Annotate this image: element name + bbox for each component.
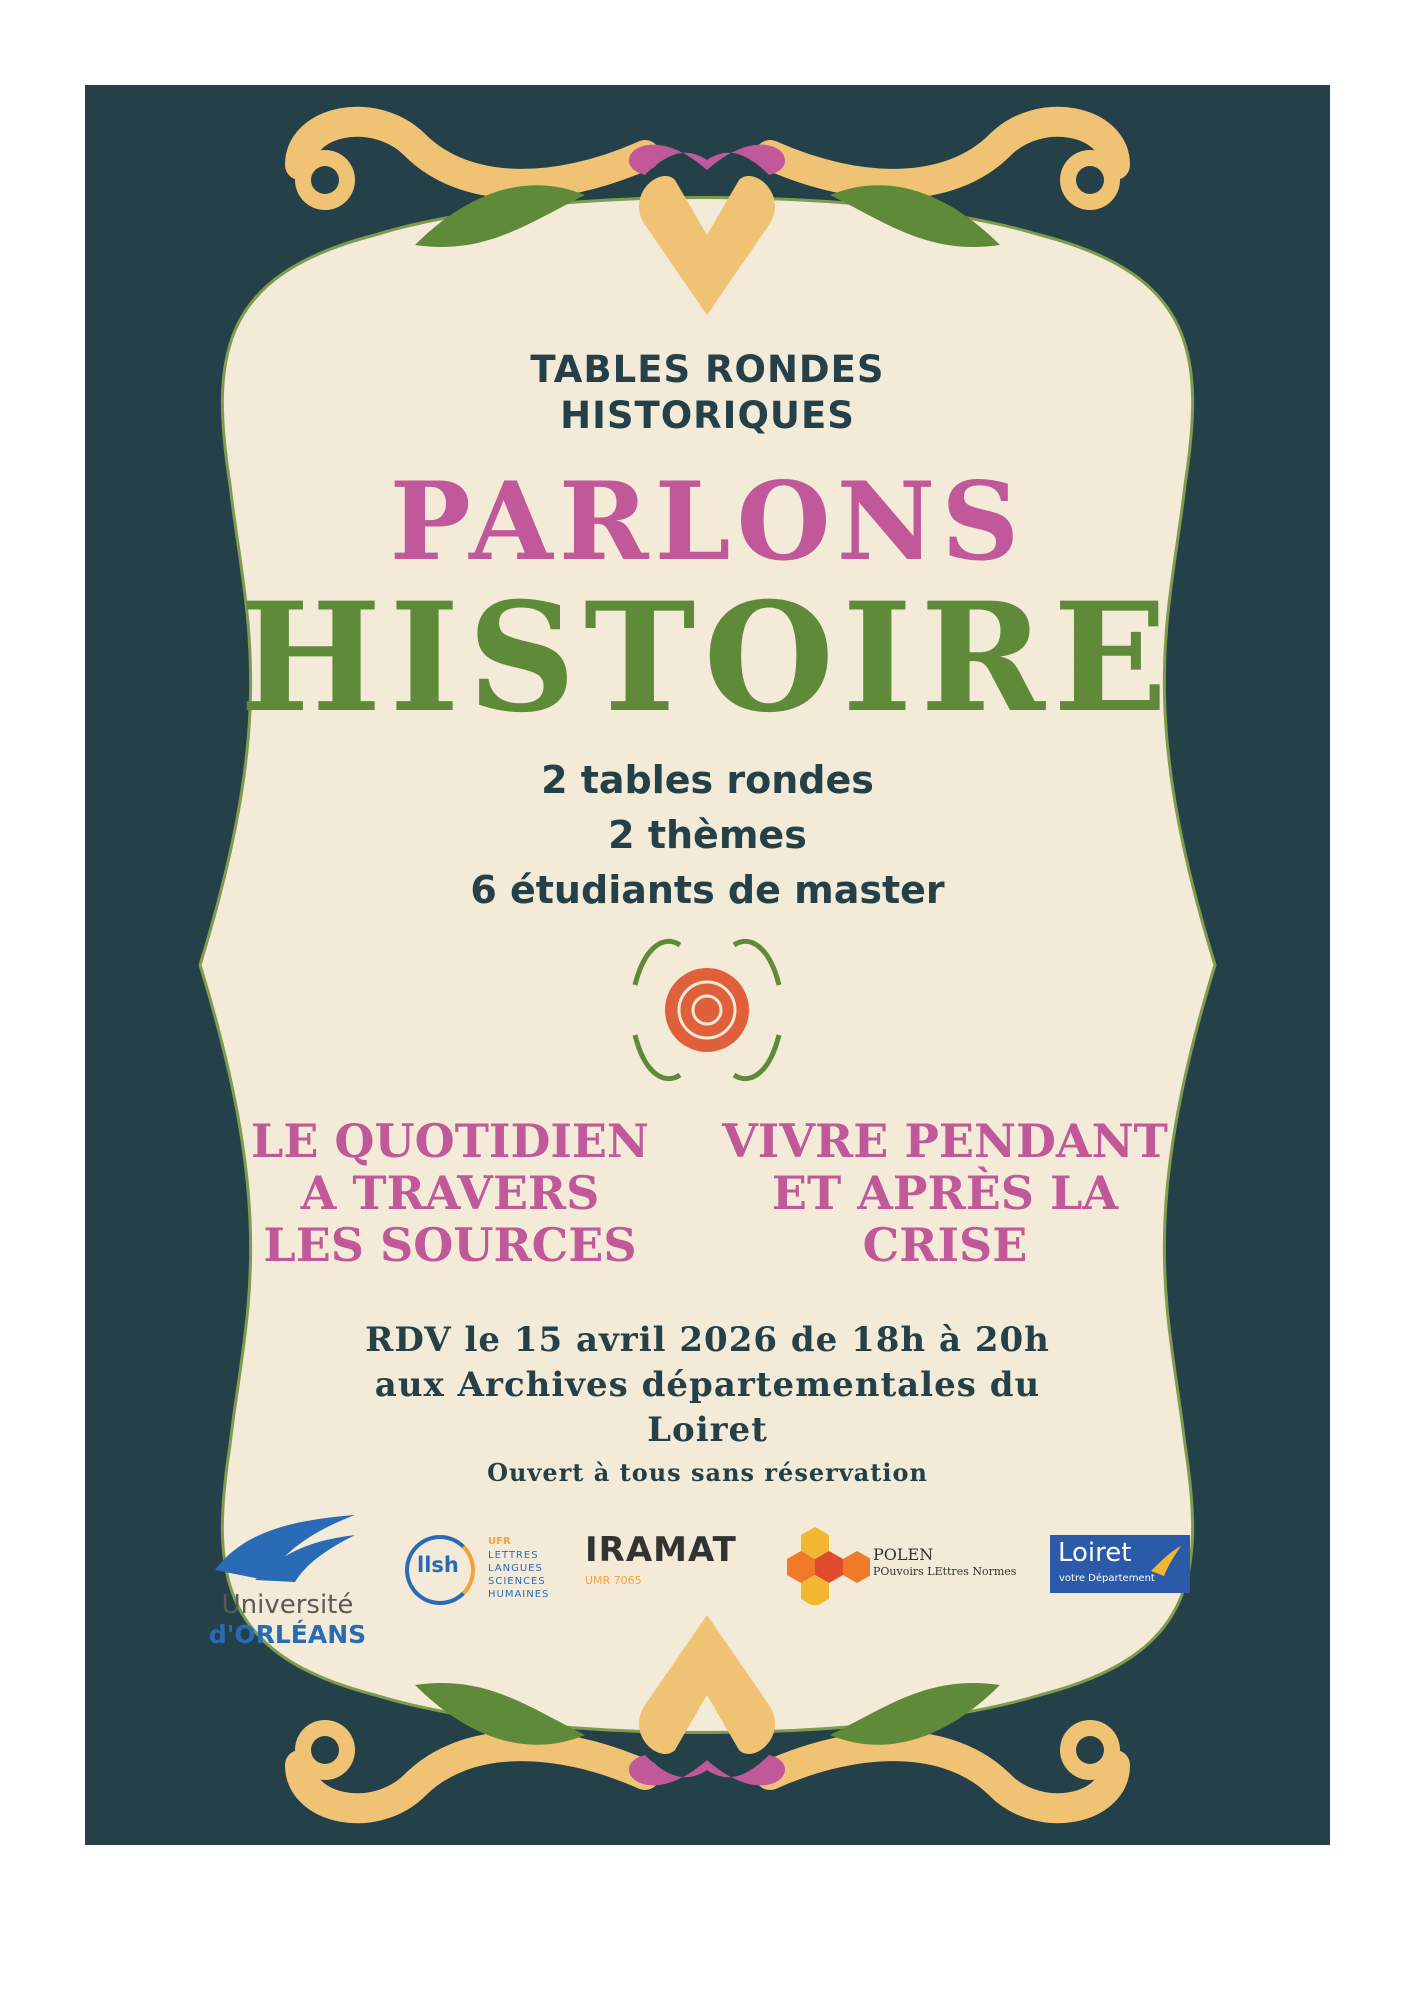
llsh-lines [488,1549,549,1601]
ufr-llsh-logo [405,1525,550,1620]
bullet-2: 2 thèmes [608,813,807,857]
llsh-line-4: HUMAINES [488,1589,550,1600]
iramat-logo [585,1530,760,1600]
loiret-name: Loiret [1058,1538,1132,1568]
universite-orleans-logo [205,1510,370,1650]
loiret-sub: votre Département [1059,1573,1155,1584]
llsh-line-2: LANGUES [488,1563,543,1574]
kicker-line-2: HISTORIQUES [560,394,855,437]
theme-left-line-1: LE QUOTIDIEN [251,1114,649,1168]
theme-right-line-1: VIVRE PENDANT [722,1114,1168,1168]
poster [85,85,1330,1845]
bullet-1: 2 tables rondes [541,758,874,802]
polen-name: POLEN [873,1545,934,1564]
kicker-line-1: TABLES RONDES [530,348,885,391]
theme-left [235,1115,665,1271]
universite-line-2: d'ORLÉANS [208,1620,367,1649]
universite-line-1: Université [221,1590,354,1620]
llsh-ufr: UFR [488,1536,511,1547]
rdv-line-1: RDV le 15 avril 2026 de 18h à 20h [365,1320,1050,1360]
llsh-mark: llsh [417,1553,459,1577]
universite-swoosh-icon [205,1510,370,1590]
theme-left-line-2: A TRAVERS [300,1166,600,1220]
llsh-line-3: SCIENCES [488,1576,546,1587]
loiret-logo [1050,1535,1190,1593]
theme-right-line-3: CRISE [862,1218,1028,1272]
loiret-swoosh-icon [1146,1541,1186,1581]
title-parlons: PARLONS [389,459,1026,585]
llsh-line-1: LETTRES [488,1550,539,1561]
bullet-3: 6 étudiants de master [470,868,945,912]
iramat-sub: UMR 7065 [585,1574,642,1587]
theme-right-line-2: ET APRÈS LA [771,1166,1119,1220]
theme-right [705,1115,1185,1271]
title-histoire: HISTOIRE [239,570,1176,746]
theme-left-line-3: LES SOURCES [263,1218,637,1272]
iramat-name: IRAMAT [585,1530,737,1570]
open-note: Ouvert à tous sans réservation [487,1458,928,1487]
rdv-line-2: aux Archives départementales du [374,1365,1041,1405]
polen-hexagons-icon [785,1525,870,1605]
polen-logo [785,1525,1025,1605]
rdv-line-3: Loiret [647,1410,768,1450]
polen-sub: POuvoirs LEttres Normes [873,1565,1017,1578]
